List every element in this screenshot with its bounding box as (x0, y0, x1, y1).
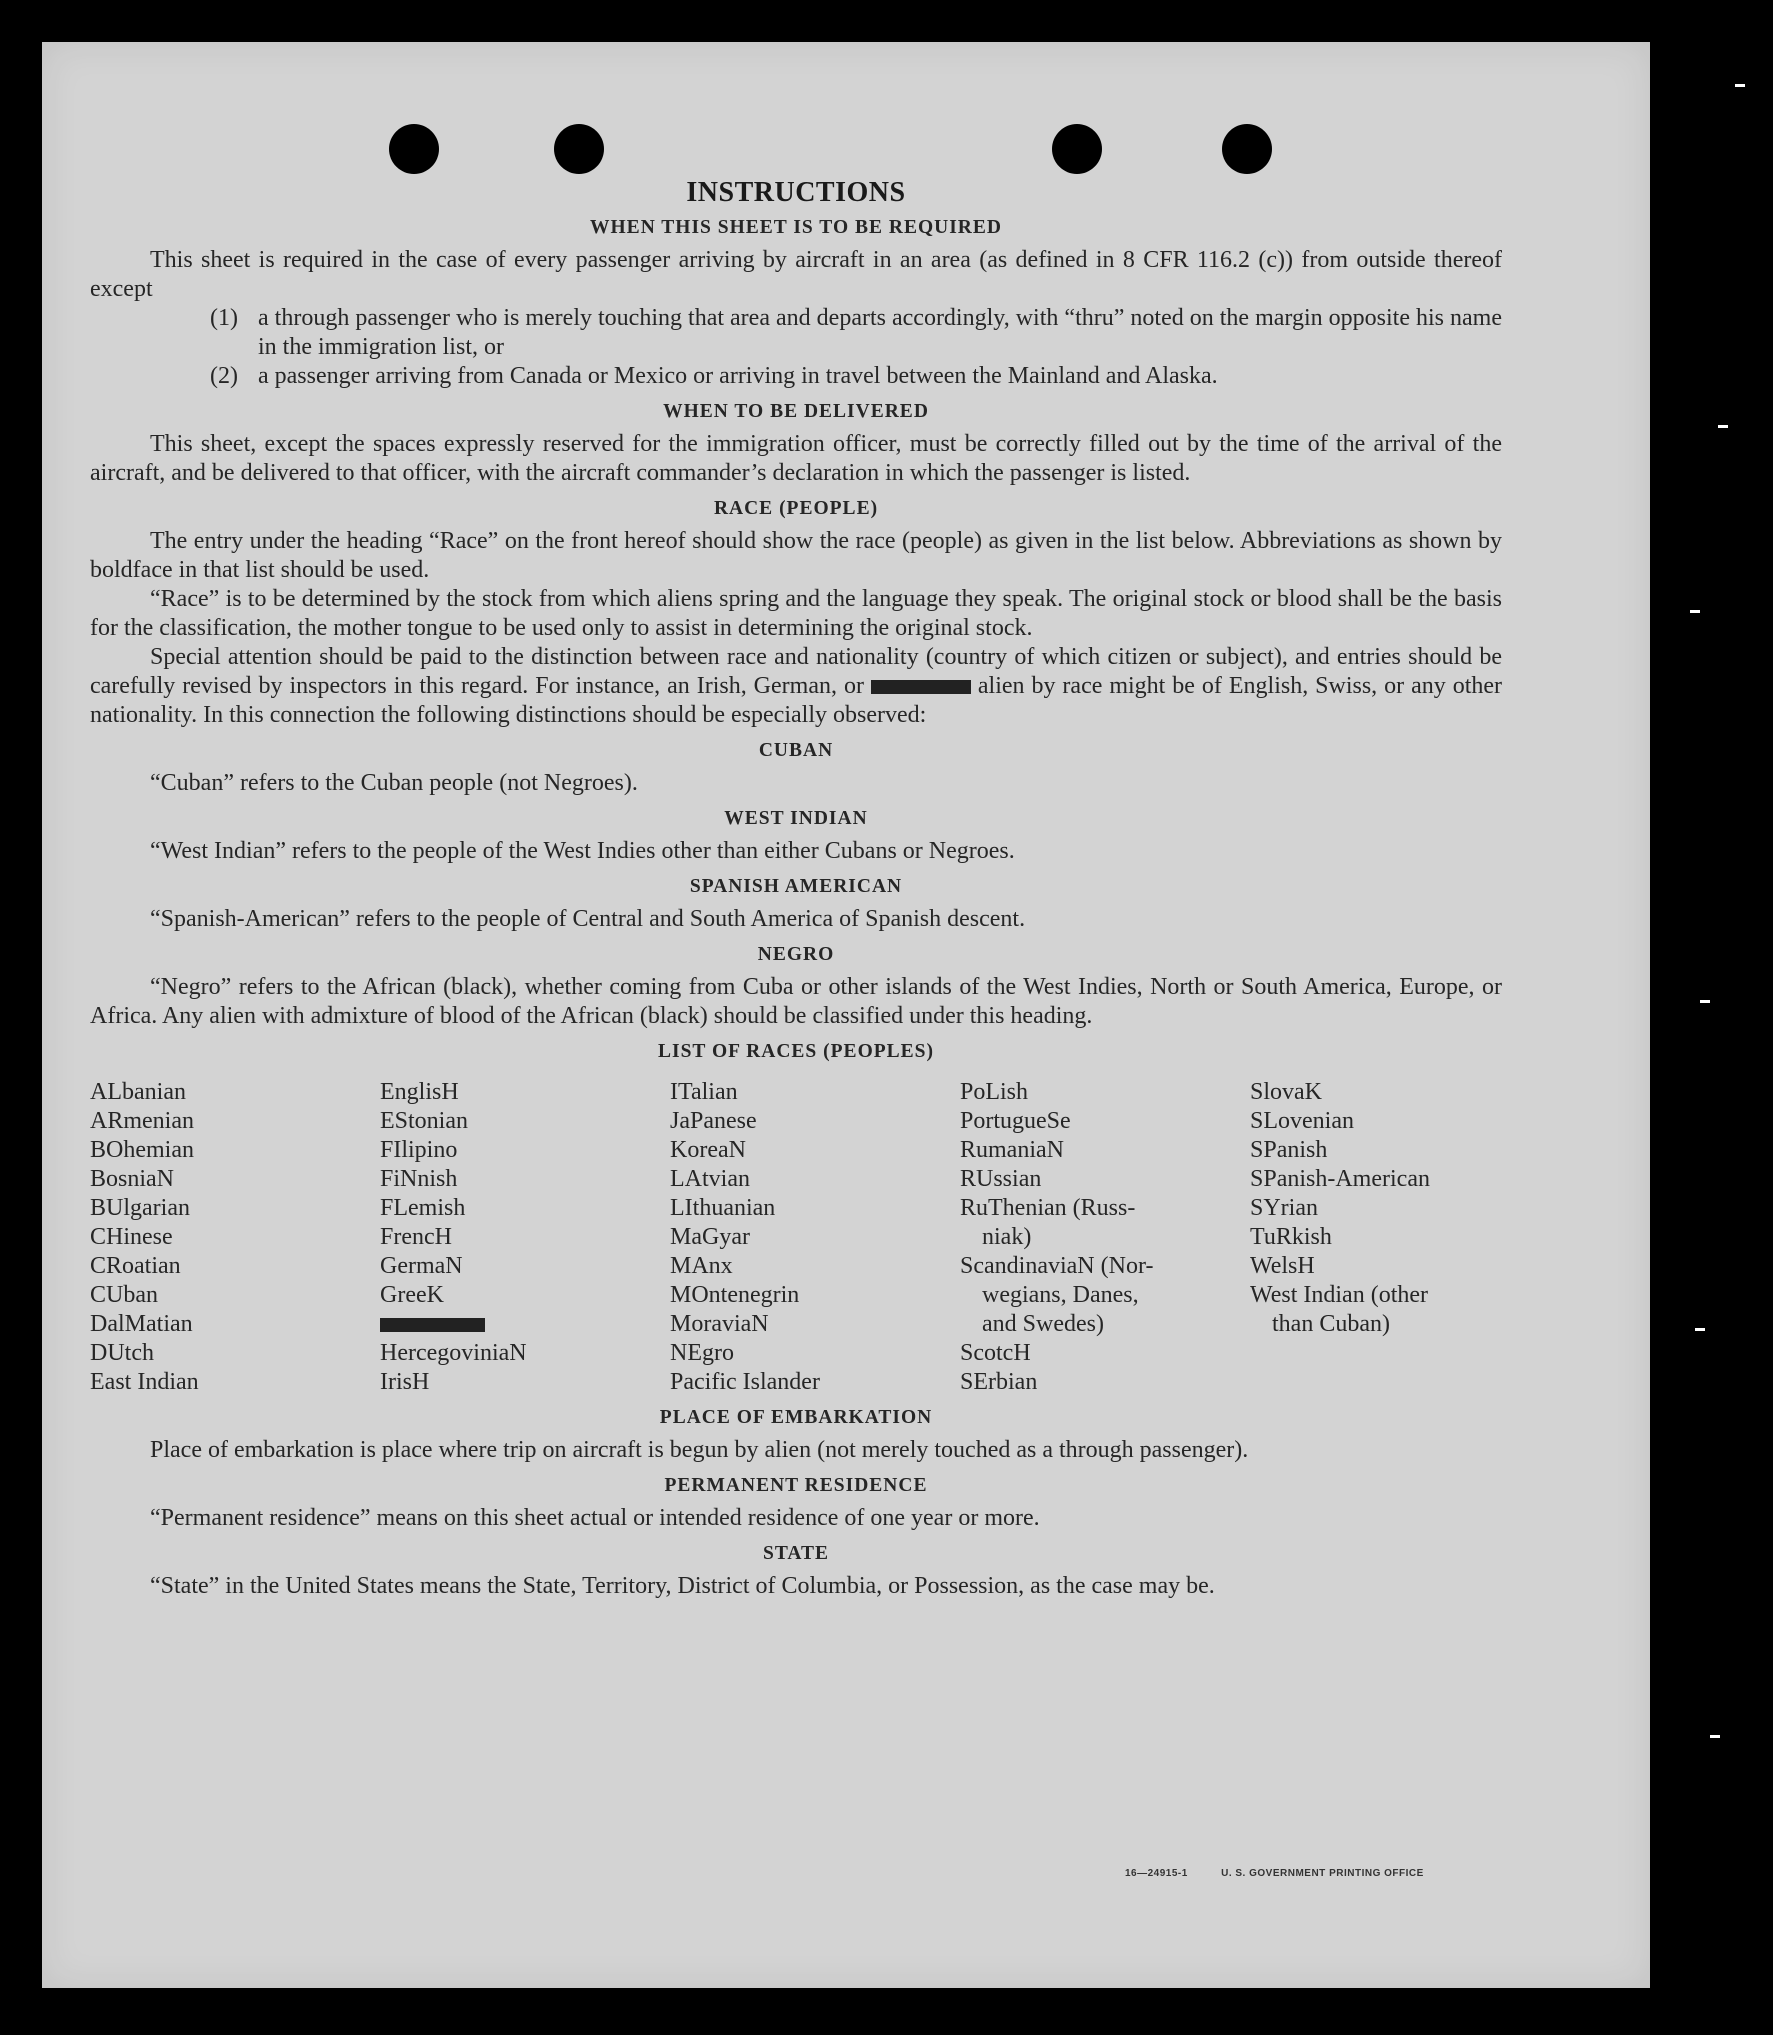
section-heading-cuban: CUBAN (758, 740, 834, 761)
race-entry: CHinese (90, 1224, 173, 1250)
section-heading-embarkation: PLACE OF EMBARKATION (659, 1407, 933, 1428)
race-entry: LIthuanian (670, 1195, 776, 1221)
race-entry: KoreaN (670, 1137, 746, 1163)
race-entry: NEgro (670, 1340, 734, 1366)
race-entry: PoLish (960, 1079, 1029, 1105)
race-entry: HercegoviniaN (380, 1340, 527, 1366)
section-heading-negro: NEGRO (757, 944, 835, 965)
west-indian-text: “West Indian” refers to the people of the West Indies other than either Cubans or Negroes. (150, 838, 1015, 864)
page-title: INSTRUCTIONS (686, 177, 906, 208)
race-entry: East Indian (90, 1369, 199, 1395)
race-entry: GreeK (380, 1282, 444, 1308)
race-entry: DalMatian (90, 1311, 193, 1337)
item-text: a through passenger who is merely touching that area and departs accordingly, with “thru” noted on the margin opposite his name in the immigration list, or (258, 305, 1502, 360)
cuban-text: “Cuban” refers to the Cuban people (not Negroes). (150, 770, 638, 796)
race-entry: LAtvian (670, 1166, 750, 1192)
race-entry: FIlipino (380, 1137, 458, 1163)
race-column (90, 1078, 380, 1397)
section-heading-delivered: WHEN TO BE DELIVERED (663, 401, 929, 422)
negro-text: “Negro” refers to the African (black), whether coming from Cuba or other islands of the West Indies, North or South America, Europe, or Africa. Any alien with admixture of blood of the African (black) should be classified under this heading. (90, 974, 1502, 1029)
race-paragraph-part: Special attention should be paid to the distinction between race and nationality (country of which citizen or subject), and entries should be carefully revised by inspectors in this regard. For instance, an Irish, German, or (90, 644, 1502, 699)
race-entry: FrencH (380, 1224, 452, 1250)
race-entry: than Cuban) (1272, 1311, 1390, 1337)
race-entry: ScandinaviaN (Nor- (960, 1253, 1154, 1279)
race-paragraph (90, 643, 1502, 730)
race-entry: SPanish (1250, 1137, 1328, 1163)
state-text: “State” in the United States means the State, Territory, District of Columbia, or Possession, as the case may be. (150, 1573, 1215, 1599)
race-entry: EStonian (380, 1108, 468, 1134)
race-entry: MoraviaN (670, 1311, 769, 1337)
race-column (1250, 1078, 1540, 1397)
race-column (960, 1078, 1250, 1397)
race-entry: TuRkish (1250, 1224, 1332, 1250)
race-entry: RuThenian (Russ- (960, 1195, 1136, 1221)
race-entry: CRoatian (90, 1253, 181, 1279)
race-entry: Pacific Islander (670, 1369, 820, 1395)
required-intro: This sheet is required in the case of every passenger arriving by aircraft in an area (as defined in 8 CFR 116.2 (c)) from outside thereof except (90, 247, 1502, 302)
redaction-mark (380, 1318, 485, 1332)
printer-imprint (1125, 1868, 1454, 1879)
race-entry: ALbanian (90, 1079, 186, 1105)
race-entry: MAnx (670, 1253, 733, 1279)
list-item (210, 362, 1502, 391)
race-entry: SErbian (960, 1369, 1038, 1395)
punch-hole (1052, 124, 1102, 174)
race-paragraph: The entry under the heading “Race” on the front hereof should show the race (people) as given in the list below. Abbreviations as shown by boldface in that list should be used. (90, 528, 1502, 583)
punch-hole (389, 124, 439, 174)
race-entry: niak) (982, 1224, 1032, 1250)
race-entry: EnglisH (380, 1079, 459, 1105)
race-entry: MOntenegrin (670, 1282, 800, 1308)
race-entry: wegians, Danes, (982, 1282, 1139, 1308)
race-entry: SlovaK (1250, 1079, 1322, 1105)
race-entry: BUlgarian (90, 1195, 190, 1221)
section-heading-required: WHEN THIS SHEET IS TO BE REQUIRED (590, 217, 1002, 238)
race-entry: DUtch (90, 1340, 154, 1366)
section-heading-state: STATE (762, 1543, 830, 1564)
form-number: 16—24915-1 (1125, 1868, 1188, 1879)
race-column (380, 1078, 670, 1397)
delivered-text: This sheet, except the spaces expressly reserved for the immigration officer, must be correctly filled out by the time of the arrival of the aircraft, and be delivered to that officer, with the aircraft commander’s declaration in which the passenger is listed. (90, 431, 1502, 486)
residence-text: “Permanent residence” means on this sheet actual or intended residence of one year or more. (150, 1505, 1040, 1531)
punch-hole (1222, 124, 1272, 174)
races-list (90, 1078, 1502, 1397)
race-entry: FiNnish (380, 1166, 458, 1192)
redacted-race-entry (380, 1310, 670, 1339)
race-entry: JaPanese (670, 1108, 757, 1134)
punch-hole (554, 124, 604, 174)
item-number: (1) (210, 305, 238, 331)
section-heading-races-list: LIST OF RACES (PEOPLES) (657, 1041, 934, 1062)
item-text: a passenger arriving from Canada or Mexico or arriving in travel between the Mainland and Alaska. (258, 363, 1218, 389)
section-heading-spanish-american: SPANISH AMERICAN (689, 876, 903, 897)
race-entry: ARmenian (90, 1108, 194, 1134)
race-entry: ITalian (670, 1079, 738, 1105)
race-entry: SPanish-American (1250, 1166, 1430, 1192)
printer-name: U. S. GOVERNMENT PRINTING OFFICE (1221, 1868, 1424, 1879)
race-entry: and Swedes) (982, 1311, 1104, 1337)
race-paragraph-part: alien by race might be of English, Swiss, or any other nationality. In this connection the following distinctions should be especially observed: (90, 673, 1503, 728)
list-item (210, 304, 1502, 362)
race-entry: GermaN (380, 1253, 463, 1279)
race-paragraph: “Race” is to be determined by the stock from which aliens spring and the language they speak. The original stock or blood shall be the basis for the classification, the mother tongue to be used only to assist in determining the original stock. (90, 586, 1502, 641)
race-entry: CUban (90, 1282, 158, 1308)
embarkation-text: Place of embarkation is place where trip on aircraft is begun by alien (not merely touched as a through passenger). (150, 1437, 1249, 1463)
race-entry: BOhemian (90, 1137, 194, 1163)
redaction-mark (871, 680, 971, 694)
race-entry: RUssian (960, 1166, 1042, 1192)
race-entry: West Indian (other (1250, 1282, 1429, 1308)
race-entry: BosniaN (90, 1166, 174, 1192)
section-heading-west-indian: WEST INDIAN (724, 808, 868, 829)
instructions-content (90, 178, 1502, 1601)
exception-list (210, 304, 1502, 391)
spanish-american-text: “Spanish-American” refers to the people of Central and South America of Spanish descent. (150, 906, 1026, 932)
race-entry: FLemish (380, 1195, 466, 1221)
race-entry: SYrian (1250, 1195, 1318, 1221)
race-entry: PortugueSe (960, 1108, 1071, 1134)
race-entry: WelsH (1250, 1253, 1315, 1279)
section-heading-race: RACE (PEOPLE) (713, 498, 879, 519)
race-entry: IrisH (380, 1369, 430, 1395)
race-entry: MaGyar (670, 1224, 750, 1250)
race-entry: ScotcH (960, 1340, 1031, 1366)
race-entry: SLovenian (1250, 1108, 1354, 1134)
race-column (670, 1078, 960, 1397)
item-number: (2) (210, 363, 238, 389)
section-heading-residence: PERMANENT RESIDENCE (664, 1475, 928, 1496)
race-entry: RumaniaN (960, 1137, 1064, 1163)
